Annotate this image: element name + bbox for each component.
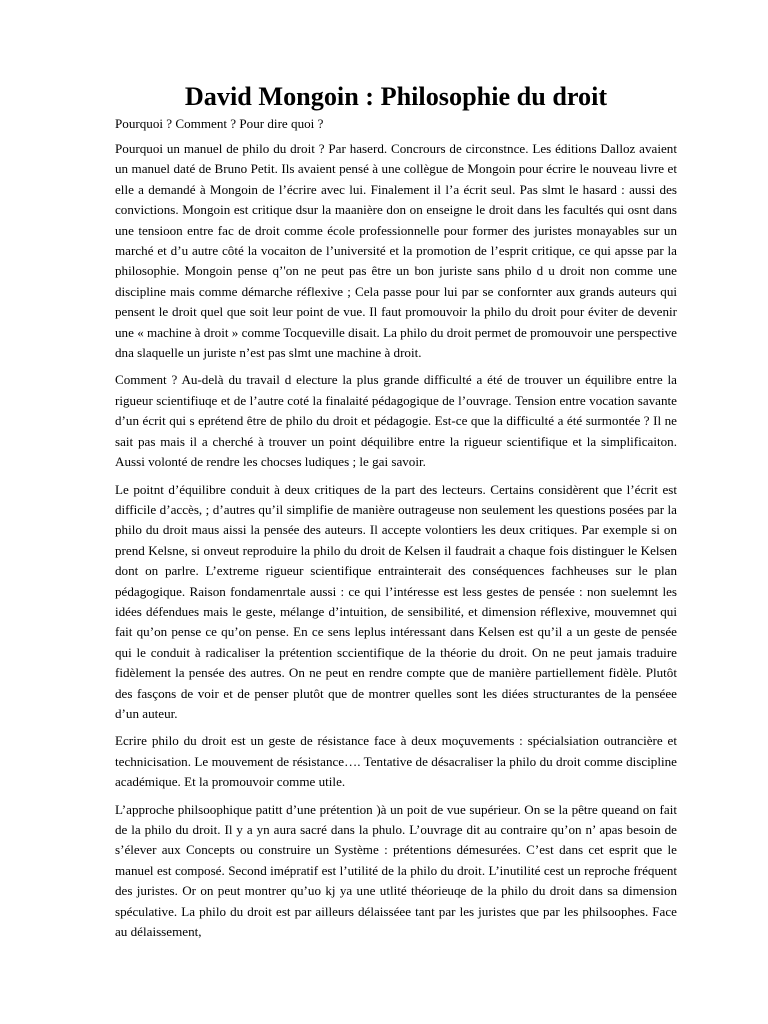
document-title: David Mongoin : Philosophie du droit	[184, 82, 608, 111]
paragraph-equilibre: Le poitnt d’équilibre conduit à deux critiques de la part des lecteurs. Certains considèrent que l’écrit est difficile d’accès, ; d’autres qu’il simplifie de manière outrageuse non seulement les questions posées par la philo du droit maus aissi la pensée des auteurs. Il accepte volontiers les deux critiques. Par exemple si on prend Kelsne, si onveut reproduire la philo du droit de Kelsen il faudrait a chaque fois distinguer le Kelsen dont on parlre. L’extreme rigueur scientifique entrainterait des conséquences fachheuses sur le plan pédagogique. Raison fondamenrtale aussi : ce qui l’intéresse est less gestes de pensée : non suelemnt les idées défendues mais le geste, mélange d’intuition, de sensibilité, et dimension réflexive, mouvemnet qui fait qu’on pense ce qu’on pense. En ce sens leplus intéressant dans Kelsen est qu’il a un geste de pensée qui le conduit à radicaliser la prétention sccientifique de la théorie du droit. On ne peut jamais traduire fidèlement la pensée des autres. On ne peut en rendre compte que de manière partiellement fidèle. Plutôt des fasçons de voir et de penser plutôt que de montrer quelles sont les diées structurantes de la penséee d’un auteur.	[115, 481, 677, 721]
document-page	[115, 80, 677, 949]
paragraph-comment: Comment ? Au-delà du travail d electure la plus grande difficulté a été de trouver un équilibre entre la rigueur scientifiuqe et de l’autre coté la finalaité pédagogique de l’ouvrage. Tension entre vocation savante d’un écrit qui s eprétend être de philo du droit et pédagogie. Est-ce que la difficulté a été surmontée ? Il ne sait pas mais il a cherché à trouver un point déquilibre entre la rigueur scientifique et la simplificaiton. Aussi volonté de rendre les chocses ludiques ; le gai savoir.	[115, 372, 677, 470]
paragraph-approche: L’approche philsoophique patitt d’une prétention )à un poit de vue supérieur. On se la pêtre queand on fait de la philo du droit. Il y a yn aura sacré dans la phulo. L’ouvrage dit au contraire qu’on n’ apas besoin de s’élever aux Concepts ou construire un Système : prétentions démesurées. C’est dans cet esprit que le manuel est composé. Second imépratif est l’utilité de la philo du droit. L’inutilité cest un reproche fréquent des juristes. Or on peut montrer qu’uo kj ya une utlité théorieuqe de la philo du droit dans sa dimension spéculative. La philo du droit est par ailleurs délaisséee tant par les juristes que par les philsoophes. Face au délaissement,	[115, 801, 677, 940]
paragraph-pourquoi: Pourquoi un manuel de philo du droit ? Par haserd. Concrours de circonstnce. Les éditions Dalloz avaient un manuel daté de Bruno Petit. Ils avaient pensé à une collègue de Mongoin pour écrire le nouveau livre et elle a demandé à Mongoin de l’écrire avec lui. Finalement il l’a écrit seul. Pas slmt le hasard : aussi des convictions. Mongoin est critique dsur la maanière don on enseigne le droit dans les facultés qui osnt dans une tensioon entre fac de droit comme école professionnelle pour former des juristes monayables sur un marché et d’u autre côté la vocaiton de l’université et la promotion de l’esprit critique, ce qui apsse par la philosophie. Mongoin pense q’'on ne peut pas être un bon juriste sans philo d u droit non comme une discipline mais comme démarche réflexive ; Cela passe pour lui par se confornter aux grands auteurs qui pensent le droit quel que soit leur point de vue. Il faut promouvoir la philo du droit pour éviter de devenir une « machine à droit » comme Tocqueville disait. La philo du droit permet de promouvoir une perspective dna slaquelle un juriste n’est pas slmt une machine à droit.	[115, 141, 677, 361]
paragraph-resistance: Ecrire philo du droit est un geste de résistance face à deux moçuvements : spécialsiation outrancière et technicisation. Le mouvement de résistance…. Tentative de désacraliser la philo du droit comme discipline académique. Et la promouvoir comme utile.	[115, 733, 677, 790]
document-subtitle: Pourquoi ? Comment ? Pour dire quoi ?	[115, 116, 324, 131]
